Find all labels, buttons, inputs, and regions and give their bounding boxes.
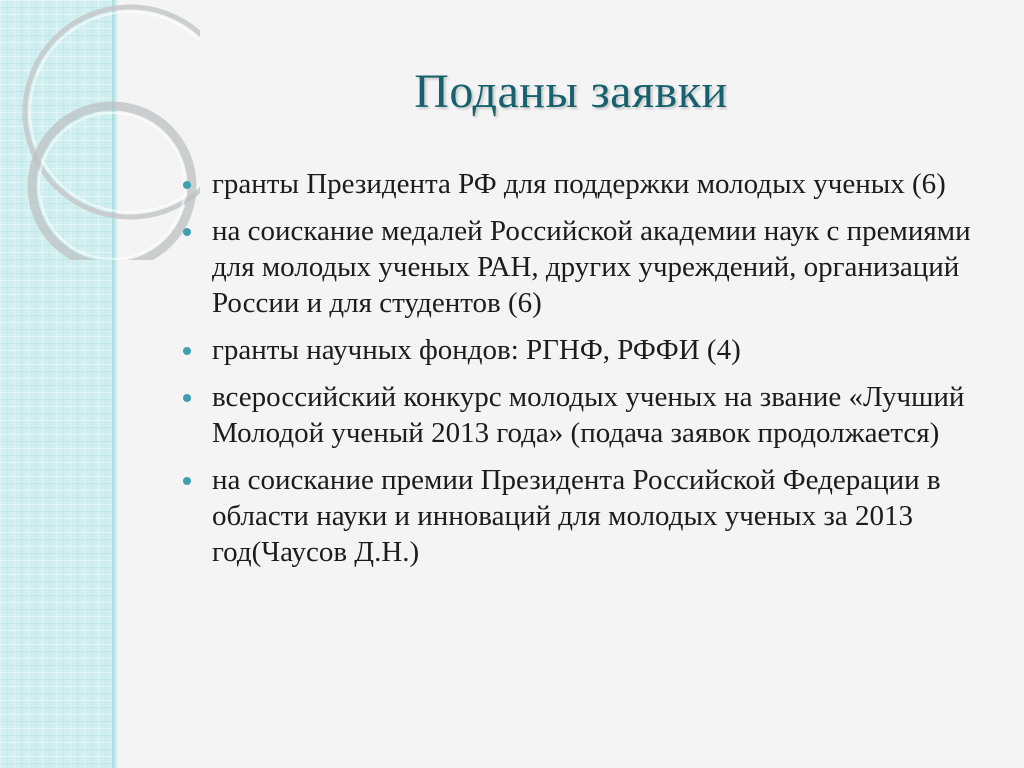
bullet-dot-icon <box>183 477 191 485</box>
bullet-item <box>180 462 990 570</box>
slide-title: Поданы заявки <box>414 65 728 118</box>
bullet-text: на соискание премии Президента Российской Федерации в области науки и инноваций для молодых ученых за 2013 год(Чаусов Д.Н.) <box>212 464 941 568</box>
bullet-dot-icon <box>183 394 191 402</box>
bullet-dot-icon <box>183 181 191 189</box>
bullet-dot-icon <box>183 228 191 236</box>
bullet-item <box>180 166 990 202</box>
bullet-item <box>180 379 990 451</box>
bullet-text: на соискание медалей Российской академии наук с премиями для молодых ученых РАН, других учреждений, организаций России и для студентов (6) <box>212 215 971 319</box>
bullet-text: всероссийский конкурс молодых ученых на звание «Лучший Молодой ученый 2013 года» (подача заявок продолжается) <box>212 381 965 449</box>
bullet-dot-icon <box>183 347 191 355</box>
bullet-item <box>180 213 990 321</box>
bullet-text: гранты научных фондов: РГНФ, РФФИ (4) <box>212 334 741 366</box>
side-decor-panel <box>0 0 112 768</box>
bullet-list <box>180 166 990 581</box>
bullet-text: гранты Президента РФ для поддержки молодых ученых (6) <box>212 168 946 200</box>
bullet-item <box>180 332 990 368</box>
